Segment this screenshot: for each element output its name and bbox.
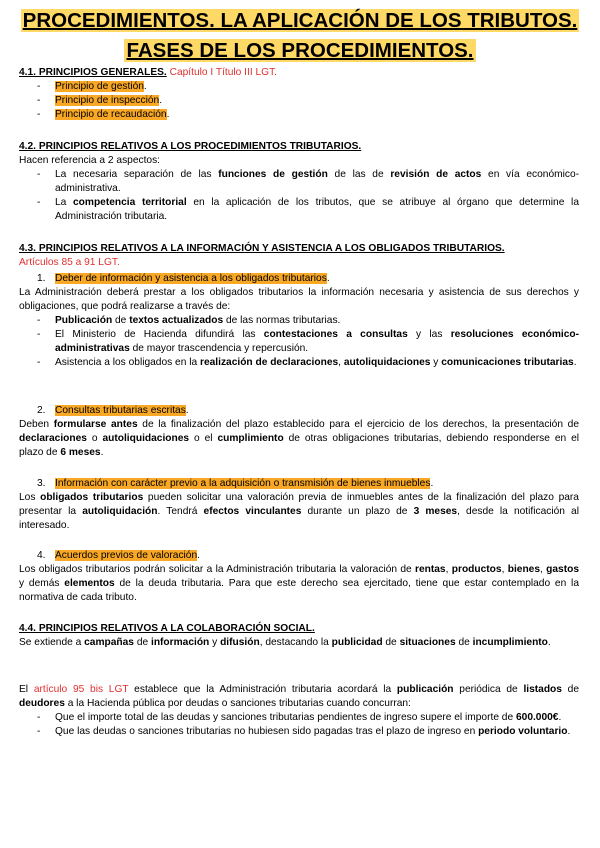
principles-list	[19, 80, 579, 122]
page-title	[14, 8, 586, 34]
section-heading: 4.3. PRINCIPIOS RELATIVOS A LA INFORMACIÓN Y ASISTENCIA A LOS OBLIGADOS TRIBUTARIOS.	[19, 243, 505, 254]
paragraph: Se extiende a campañas de información y difusión, destacando la publicidad de situaciones de incumplimiento.	[19, 637, 551, 648]
paragraph: El artículo 95 bis LGT establece que la Administración tributaria acordará la publicación periódica de listados de deudores a la Hacienda pública por deudas o sanciones tributarias cuando concurran:	[19, 684, 580, 709]
section-heading: 4.2. PRINCIPIOS RELATIVOS A LOS PROCEDIMIENTOS TRIBUTARIOS.	[19, 141, 362, 152]
legal-reference: Capítulo I Título III LGT.	[169, 67, 278, 78]
paragraph: Los obligados tributarios pueden solicitar una valoración previa de inmuebles antes de la finalización del plazo para presentar la autoliquidación. Tendrá efectos vinculantes durante un plazo de 3 meses, desde la notificación al interesado.	[19, 492, 579, 531]
list-item: - La competencia territorial en la aplicación de los tributos, que se atribuye al órgano que determine la Administración tributaria.	[19, 196, 579, 224]
paragraph: La Administración deberá prestar a los obligados tributarios la información necesaria y asistencia de sus derechos y obligaciones, que podrá realizarse a través de:	[19, 287, 579, 312]
section-4-4-publication	[19, 683, 579, 739]
page-subtitle	[14, 38, 586, 64]
list-item: - El Ministerio de Hacienda difundirá las contestaciones a consultas y las resoluciones económico-administrativas de mayor trascendencia y repercusión.	[19, 328, 579, 356]
conditions-list	[19, 711, 579, 739]
list-item: - Principio de inspección.	[19, 94, 579, 108]
section-4-1	[19, 66, 579, 122]
title-line-1: PROCEDIMIENTOS. LA APLICACIÓN DE LOS TRIBUTOS.	[22, 9, 578, 32]
title-line-2: FASES DE LOS PROCEDIMIENTOS.	[126, 39, 474, 62]
list-item: - Principio de gestión.	[19, 80, 579, 94]
subsection-1	[19, 272, 579, 370]
channels-list	[19, 314, 579, 370]
numbered-item: 1. Deber de información y asistencia a los obligados tributarios.	[37, 273, 330, 284]
list-item: - Que las deudas o sanciones tributarias no hubiesen sido pagadas tras el plazo de ingreso en periodo voluntario.	[19, 725, 579, 739]
list-item: - Publicación de textos actualizados de las normas tributarias.	[19, 314, 579, 328]
subsection-3	[19, 477, 579, 533]
list-item: - Principio de recaudación.	[19, 108, 579, 122]
section-4-2	[19, 140, 579, 224]
subsection-2	[19, 404, 579, 460]
paragraph: Los obligados tributarios podrán solicitar a la Administración tributaria la valoración de rentas, productos, bienes, gastos y demás elementos de la deuda tributaria. Para que este derecho sea ejercitado, tiene que estar contemplado en la normativa de cada tributo.	[19, 564, 579, 603]
list-item: - Asistencia a los obligados en la realización de declaraciones, autoliquidaciones y comunicaciones tributarias.	[19, 356, 579, 370]
paragraph: Deben formularse antes de la finalización del plazo establecido para el ejercicio de los derechos, la presentación de declaraciones o autoliquidaciones o el cumplimiento de otras obligaciones tributarias, debiendo responderse en el plazo de 6 meses.	[19, 419, 580, 458]
list-item: - Que el importe total de las deudas y sanciones tributarias pendientes de ingreso supere el importe de 600.000€.	[19, 711, 579, 725]
section-heading: 4.1. PRINCIPIOS GENERALES.	[19, 67, 167, 78]
paragraph: Hacen referencia a 2 aspectos:	[19, 155, 161, 166]
numbered-item: 4. Acuerdos previos de valoración.	[37, 550, 200, 561]
legal-reference: artículo 95 bis LGT	[33, 684, 129, 695]
subsection-4	[19, 549, 579, 605]
legal-reference: Artículos 85 a 91 LGT.	[19, 257, 120, 268]
section-4-4	[19, 622, 579, 650]
section-4-3	[19, 242, 579, 270]
aspects-list	[19, 168, 579, 224]
numbered-item: 2. Consultas tributarias escritas.	[37, 405, 189, 416]
numbered-item: 3. Información con carácter previo a la adquisición o transmisión de bienes inmuebles.	[37, 478, 434, 489]
section-heading: 4.4. PRINCIPIOS RELATIVOS A LA COLABORACIÓN SOCIAL.	[19, 623, 315, 634]
list-item: - La necesaria separación de las funciones de gestión de las de revisión de actos en vía económico-administrativa.	[19, 168, 579, 196]
